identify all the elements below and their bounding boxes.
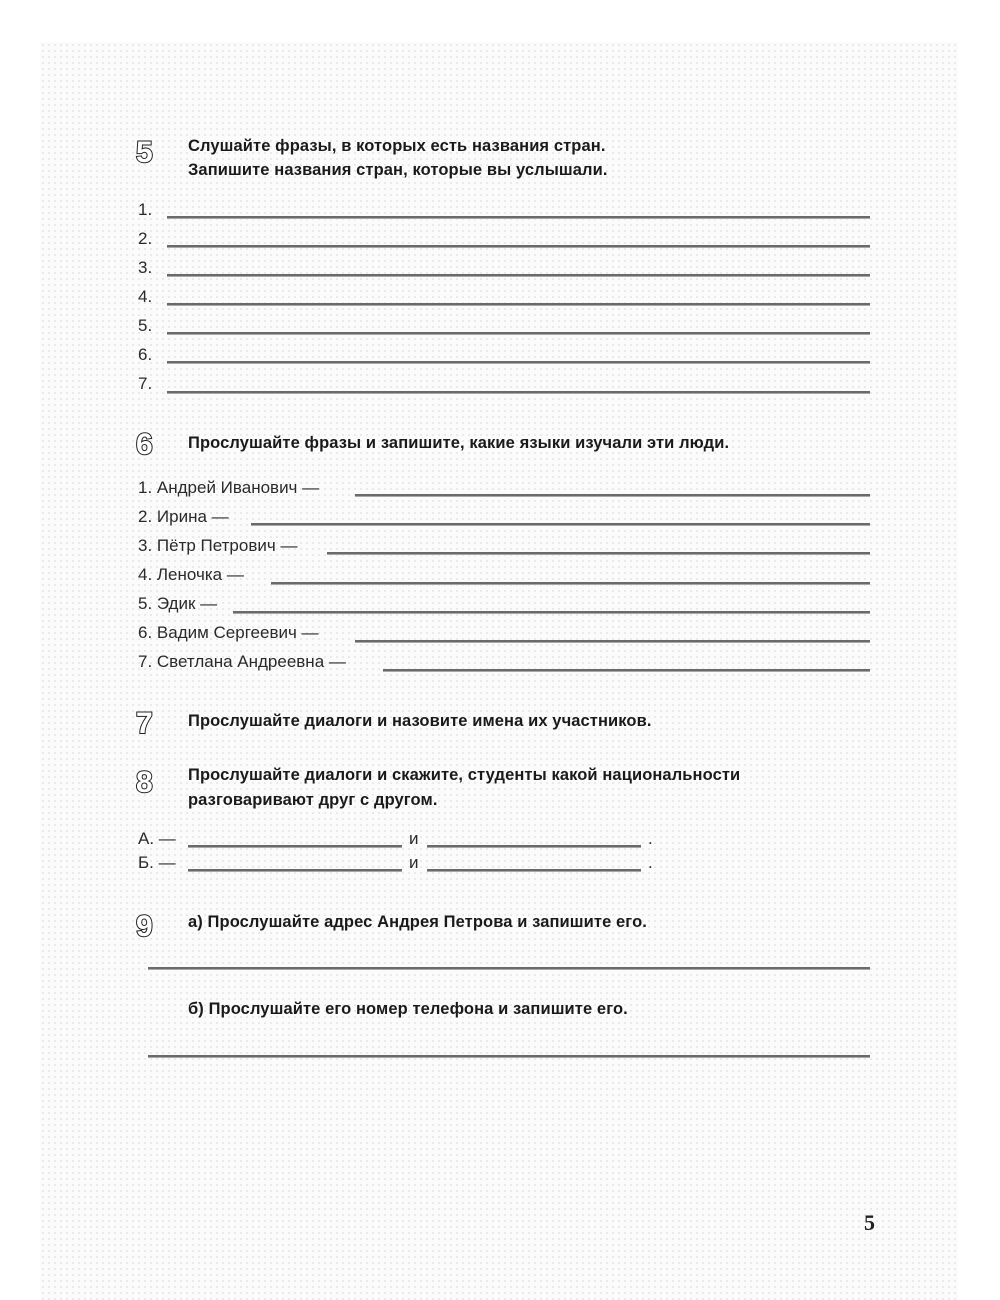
s8-row-a-label: А. — xyxy=(138,829,176,848)
s8-row-b-label: Б. — xyxy=(138,853,176,872)
s5-item-label-3: 3. xyxy=(138,258,153,277)
s6-item-label-7: 7. Светлана Андреевна — xyxy=(138,652,346,671)
s5-item-label-5: 5. xyxy=(138,316,153,335)
s5-answer-line-7[interactable] xyxy=(167,391,870,394)
s5-answer-line-4[interactable] xyxy=(167,303,870,306)
s9-address-answer-line[interactable] xyxy=(148,967,870,970)
s6-answer-line-6[interactable] xyxy=(355,640,870,643)
s5-answer-line-3[interactable] xyxy=(167,274,870,277)
section-number-6: 6 xyxy=(136,428,153,461)
s6-item-label-3: 3. Пётр Петрович — xyxy=(138,536,298,555)
s8-row-a-answer-1[interactable] xyxy=(188,845,402,848)
section-9-part-a: а) Прослушайте адрес Андрея Петрова и запишите его. xyxy=(188,913,647,931)
section-number-8: 8 xyxy=(136,766,153,799)
s6-item-label-4: 4. Леночка — xyxy=(138,565,244,584)
s5-item-label-2: 2. xyxy=(138,229,153,248)
section-8-instruction-line2: разговаривают друг с другом. xyxy=(188,791,438,809)
s6-answer-line-7[interactable] xyxy=(383,669,870,672)
s6-item-label-1: 1. Андрей Иванович — xyxy=(138,478,320,497)
section-number-5: 5 xyxy=(136,136,153,169)
section-6-instruction: Прослушайте фразы и запишите, какие языки изучали эти люди. xyxy=(188,434,730,452)
s5-answer-line-1[interactable] xyxy=(167,216,870,219)
s5-answer-line-5[interactable] xyxy=(167,332,870,335)
section-5-instruction-line1: Слушайте фразы, в которых есть названия стран. xyxy=(188,137,606,155)
s8-row-a-conj: и xyxy=(409,829,419,848)
section-5-instruction-line2: Запишите названия стран, которые вы услышали. xyxy=(188,161,608,179)
section-8-instruction-line1: Прослушайте диалоги и скажите, студенты какой национальности xyxy=(188,766,741,784)
s8-row-b-conj: и xyxy=(409,853,419,872)
s6-answer-line-3[interactable] xyxy=(327,552,870,555)
s5-answer-line-2[interactable] xyxy=(167,245,870,248)
s5-item-label-4: 4. xyxy=(138,287,153,306)
s6-answer-line-2[interactable] xyxy=(251,523,870,526)
s6-item-label-5: 5. Эдик — xyxy=(138,594,218,613)
s5-item-label-6: 6. xyxy=(138,345,153,364)
s6-answer-line-4[interactable] xyxy=(271,582,870,585)
s6-answer-line-1[interactable] xyxy=(355,494,870,497)
s8-row-b-answer-1[interactable] xyxy=(188,869,402,872)
section-number-9: 9 xyxy=(136,910,153,943)
section-9-part-b: б) Прослушайте его номер телефона и запишите его. xyxy=(188,1000,628,1018)
s9-phone-answer-line[interactable] xyxy=(148,1055,870,1058)
section-7-instruction: Прослушайте диалоги и назовите имена их участников. xyxy=(188,712,652,730)
s6-answer-line-5[interactable] xyxy=(233,611,870,614)
page-number: 5 xyxy=(864,1210,875,1235)
s5-item-label-7: 7. xyxy=(138,374,153,393)
s8-row-b-end: . xyxy=(648,853,653,872)
s5-item-label-1: 1. xyxy=(138,200,153,219)
s8-row-a-end: . xyxy=(648,829,653,848)
s6-item-label-6: 6. Вадим Сергеевич — xyxy=(138,623,319,642)
s8-row-a-answer-2[interactable] xyxy=(427,845,641,848)
s5-answer-line-6[interactable] xyxy=(167,361,870,364)
s8-row-b-answer-2[interactable] xyxy=(427,869,641,872)
s6-item-label-2: 2. Ирина — xyxy=(138,507,229,526)
section-number-7: 7 xyxy=(136,707,153,740)
